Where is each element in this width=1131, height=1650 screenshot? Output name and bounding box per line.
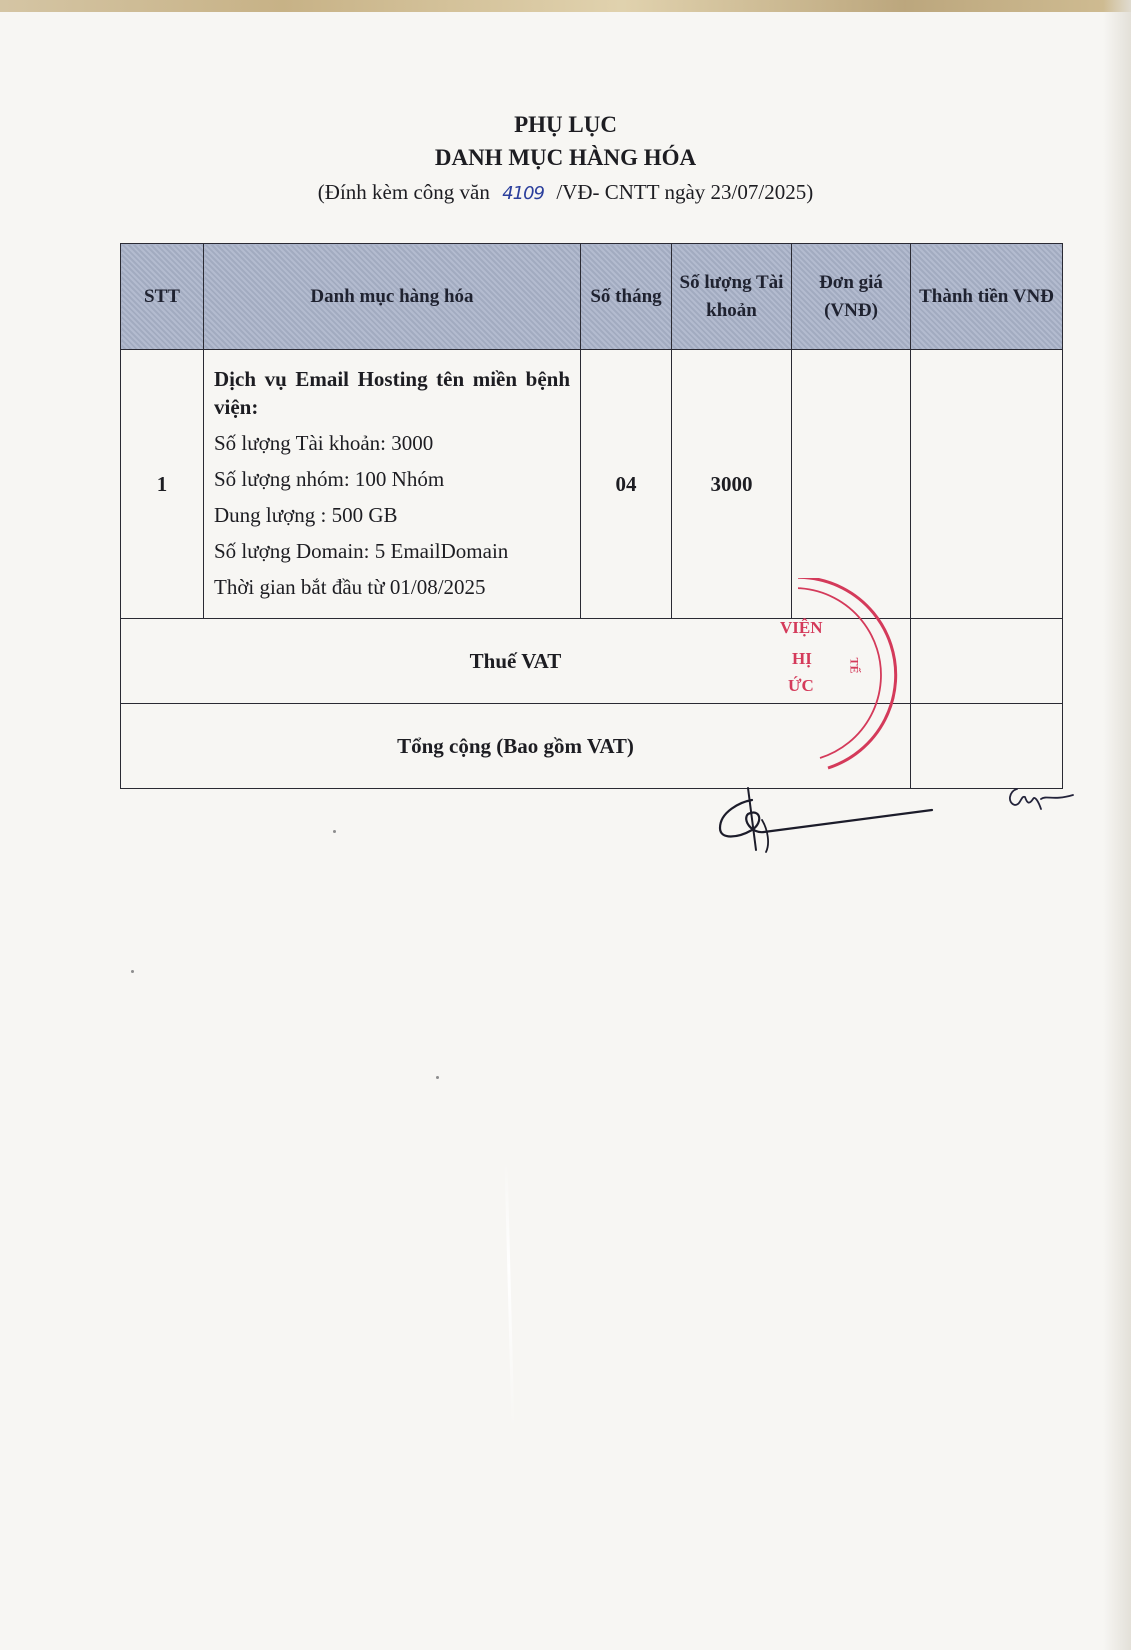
item-detail-accounts: Số lượng Tài khoản: 3000 [214,431,434,455]
paper-edge-right [1103,0,1131,1650]
row-stt: 1 [121,350,204,619]
speck [131,970,134,973]
table-row [121,350,1063,619]
col-header-amount: Thành tiền VNĐ [911,244,1063,350]
appendix-heading: PHỤ LỤC [514,112,617,137]
attachment-suffix: /VĐ- CNTT ngày 23/07/2025) [556,180,814,204]
signature-icon [712,780,972,860]
stamp-fragment-te: TẾ [847,657,862,674]
row-amount [911,350,1063,619]
col-header-months: Số tháng [581,244,672,350]
seal-ring-icon [798,578,914,778]
col-header-stt: STT [121,244,204,350]
attachment-prefix: (Đính kèm công văn [317,180,490,204]
red-seal-stamp [780,578,914,778]
stamp-fragment-vien: VIỆN [780,618,823,637]
initials-icon [1005,785,1077,815]
row-item-description [204,350,581,619]
total-amount [911,704,1063,789]
goods-table [120,243,1063,789]
item-detail-groups: Số lượng nhóm: 100 Nhóm [214,467,445,491]
total-row [121,704,1063,789]
item-detail-start-date: Thời gian bắt đầu từ 01/08/2025 [214,575,486,599]
row-accounts: 3000 [672,350,792,619]
total-label: Tổng cộng (Bao gồm VAT) [121,704,911,789]
goods-list-heading: DANH MỤC HÀNG HÓA [434,145,697,170]
item-title: Dịch vụ Email Hosting tên miền bệnh viện: [214,367,570,419]
speck [333,830,336,833]
item-detail-storage: Dung lượng : 500 GB [214,503,398,527]
handwritten-document-number: 4109 [502,183,544,204]
col-header-item: Danh mục hàng hóa [204,244,581,350]
col-header-accounts: Số lượng Tài khoản [672,244,792,350]
table-header-row [121,244,1063,350]
paper-edge-top [0,0,1131,12]
paper-crease [504,1160,514,1430]
vat-label: Thuế VAT [121,619,911,704]
speck [436,1076,439,1079]
row-months: 04 [581,350,672,619]
col-header-unit-price: Đơn giá (VNĐ) [792,244,911,350]
attachment-reference [0,180,1131,205]
stamp-fragment-hi: HỊ [792,649,812,668]
vat-row [121,619,1063,704]
item-detail-domains: Số lượng Domain: 5 EmailDomain [214,539,509,563]
stamp-fragment-uc: ỨC [788,676,814,695]
vat-amount [911,619,1063,704]
